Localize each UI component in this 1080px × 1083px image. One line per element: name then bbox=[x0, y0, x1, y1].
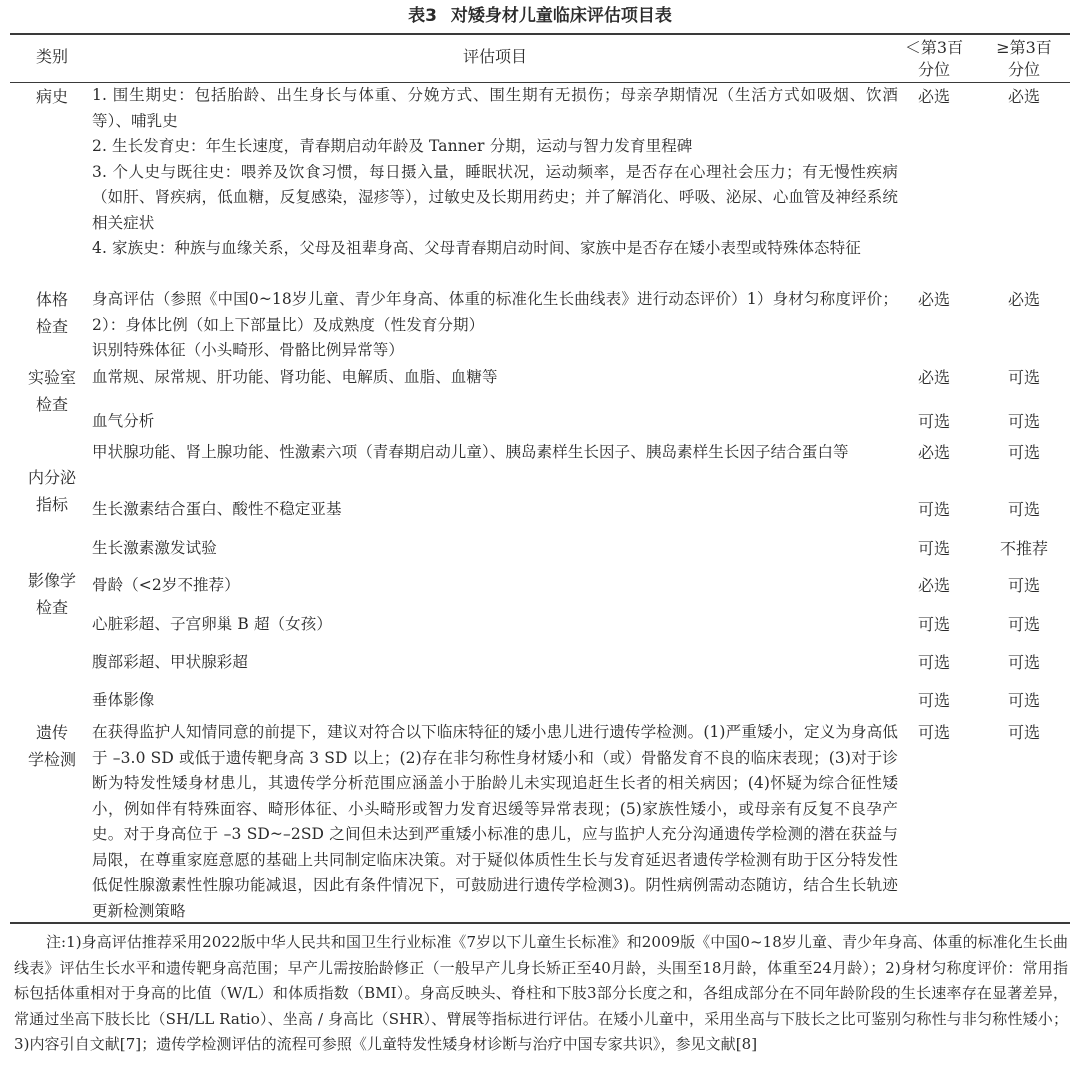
category-exam-line1: 体格 bbox=[35, 290, 68, 309]
category-imaging-line1: 影像学 bbox=[27, 571, 76, 590]
history-below: 必选 bbox=[917, 87, 950, 106]
header-below-3rd bbox=[892, 37, 976, 81]
item-lab-bloodgas: 血气分析 bbox=[92, 412, 155, 430]
history-line-1: 1. 围生期史：包括胎龄、出生身长与体重、分娩方式、围生期有无损伤；母亲孕期情况（生活方式如吸烟、饮酒等）、哺乳史 bbox=[92, 86, 898, 130]
lab-routine-below: 必选 bbox=[917, 368, 950, 387]
genetic-above: 可选 bbox=[1007, 723, 1040, 742]
category-endocrine bbox=[16, 464, 88, 518]
history-line-2: 2. 生长发育史：年生长速度，青春期启动年龄及 Tanner 分期，运动与智力发育里程碑 bbox=[92, 137, 693, 155]
img-boneage-below: 必选 bbox=[917, 576, 950, 595]
category-genetic-line2: 学检测 bbox=[27, 750, 76, 769]
item-endo-ghbp: 生长激素结合蛋白、酸性不稳定亚基 bbox=[92, 500, 342, 518]
img-abdomen-above: 可选 bbox=[1007, 653, 1040, 672]
endo-ghbp-above: 可选 bbox=[1007, 500, 1040, 519]
table-top-rule bbox=[10, 33, 1070, 35]
category-lab-line2: 检查 bbox=[35, 395, 68, 414]
lab-bloodgas-above: 可选 bbox=[1007, 412, 1040, 431]
table-footnote bbox=[14, 930, 1068, 1058]
exam-above: 必选 bbox=[1007, 290, 1040, 309]
exam-line-2: 识别特殊体征（小头畸形、骨骼比例异常等） bbox=[92, 341, 405, 359]
item-endo-hormones: 甲状腺功能、肾上腺功能、性激素六项（青春期启动儿童）、胰岛素样生长因子、胰岛素样生长因子结合蛋白等 bbox=[92, 443, 849, 461]
category-genetic-line1: 遗传 bbox=[35, 723, 68, 742]
category-genetic bbox=[16, 719, 88, 773]
lab-bloodgas-below: 可选 bbox=[917, 412, 950, 431]
header-category: 类别 bbox=[35, 47, 68, 66]
endo-ghbp-below: 可选 bbox=[917, 500, 950, 519]
lab-routine-above: 可选 bbox=[1007, 368, 1040, 387]
genetic-below: 可选 bbox=[917, 723, 950, 742]
table-title bbox=[0, 4, 1080, 28]
item-history bbox=[92, 83, 898, 262]
item-genetic: 在获得监护人知情同意的前提下，建议对符合以下临床特征的矮小患儿进行遗传学检测。(1)严重矮小，定义为身高低于 –3.0 SD 或低于遗传靶身高 3 SD 以上；(2)存在非匀称性身材矮小和（或）骨骼发育不良的临床表现；(3)对于诊断为特发性矮身材患儿，其遗传学分析范围应涵盖小于胎龄儿未实现追赶生长者的相关病因；(4)怀疑为综合征性矮小，例如伴有特殊面容、畸形体征、小头畸形或智力发育迟缓等异常表现；(5)家族性矮小，或母亲有反复不良孕产史。对于身高位于 –3 SD~–2SD 之间但未达到严重矮小标准的患儿，应与监护人充分沟通遗传学检测的潜在获益与局限，在尊重家庭意愿的基础上共同制定临床决策。对于疑似体质性生长与发育延迟者遗传学检测有助于区分特发性低促性腺激素性性腺功能减退，因此有条件情况下，可鼓励进行遗传学检测3)。阴性病例需动态随访，结合生长轨迹更新检测策略 bbox=[92, 723, 898, 920]
header-above-3rd bbox=[982, 37, 1066, 81]
img-echo-above: 可选 bbox=[1007, 615, 1040, 634]
category-lab-line1: 实验室 bbox=[27, 368, 76, 387]
category-exam-line2: 检查 bbox=[35, 317, 68, 336]
header-above-line1: ≥第3百 bbox=[996, 38, 1052, 57]
history-line-3: 3. 个人史与既往史：喂养及饮食习惯，每日摄入量，睡眠状况，运动频率，是否存在心理社会压力；有无慢性疾病（如肝、肾疾病，低血糖，反复感染，湿疹等），过敏史及长期用药史；并了解消化、呼吸、泌尿、心血管及神经系统相关症状 bbox=[92, 162, 898, 232]
header-below-line2: 分位 bbox=[917, 60, 950, 79]
footnote-text: 注:1)身高评估推荐采用2022版中华人民共和国卫生行业标准《7岁以下儿童生长标准》和2009版《中国0~18岁儿童、青少年身高、体重的标准化生长曲线表》评估生长水平和遗传靶身高范围；早产儿需按胎龄修正（一般早产儿身长矫正至40月龄，头围至18月龄，体重至24月龄）；2)身材匀称度评价：常用指标包括体重相对于身高的比值（W/L）和体质指数（BMI）。身高反映头、脊柱和下肢3部分长度之和，各组成部分在不同年龄阶段的生长速率存在显著差异，常通过坐高下肢长比（SH/LL Ratio）、坐高 / 身高比（SHR）、臂展等指标进行评估。在矮小儿童中，采用坐高与下肢长之比可鉴别匀称性与非匀称性矮小；3)内容引自文献[7]；遗传学检测评估的流程可参照《儿童特发性矮身材诊断与治疗中国专家共识》，参见文献[8] bbox=[14, 933, 1068, 1053]
category-imaging bbox=[16, 567, 88, 621]
history-above: 必选 bbox=[1007, 87, 1040, 106]
exam-below: 必选 bbox=[917, 290, 950, 309]
header-item: 评估项目 bbox=[462, 47, 527, 66]
img-pituitary-above: 可选 bbox=[1007, 691, 1040, 710]
endo-stimtest-above: 不推荐 bbox=[999, 539, 1048, 558]
img-boneage-above: 可选 bbox=[1007, 576, 1040, 595]
category-exam bbox=[16, 286, 88, 340]
img-pituitary-below: 可选 bbox=[917, 691, 950, 710]
category-endocrine-line1: 内分泌 bbox=[27, 468, 76, 487]
exam-line-1: 身高评估（参照《中国0~18岁儿童、青少年身高、体重的标准化生长曲线表》进行动态评价）1）身材匀称度评价；2）：身体比例（如上下部量比）及成熟度（性发育分期） bbox=[92, 290, 898, 334]
category-history: 病史 bbox=[35, 87, 68, 106]
endo-hormones-above: 可选 bbox=[1007, 443, 1040, 462]
img-echo-below: 可选 bbox=[917, 615, 950, 634]
img-abdomen-below: 可选 bbox=[917, 653, 950, 672]
category-imaging-line2: 检查 bbox=[35, 598, 68, 617]
item-img-echo: 心脏彩超、子宫卵巢 B 超（女孩） bbox=[92, 615, 332, 633]
endo-hormones-below: 必选 bbox=[917, 443, 950, 462]
item-endo-stimtest: 生长激素激发试验 bbox=[92, 539, 217, 557]
item-img-abdomen: 腹部彩超、甲状腺彩超 bbox=[92, 653, 249, 671]
category-lab bbox=[16, 364, 88, 418]
endo-stimtest-below: 可选 bbox=[917, 539, 950, 558]
table-label: 表3 bbox=[408, 6, 437, 26]
category-endocrine-line2: 指标 bbox=[35, 495, 68, 514]
item-img-boneage: 骨龄（<2岁不推荐） bbox=[92, 576, 240, 594]
header-above-line2: 分位 bbox=[1007, 60, 1040, 79]
item-lab-routine: 血常规、尿常规、肝功能、肾功能、电解质、血脂、血糖等 bbox=[92, 368, 498, 386]
header-below-line1: ＜第3百 bbox=[904, 38, 964, 57]
item-img-pituitary: 垂体影像 bbox=[92, 691, 155, 709]
table-title-text: 对矮身材儿童临床评估项目表 bbox=[450, 6, 672, 26]
item-exam bbox=[92, 287, 898, 364]
history-line-4: 4. 家族史：种族与血缘关系，父母及祖辈身高、父母青春期启动时间、家族中是否存在矮小表型或特殊体态特征 bbox=[92, 239, 861, 257]
